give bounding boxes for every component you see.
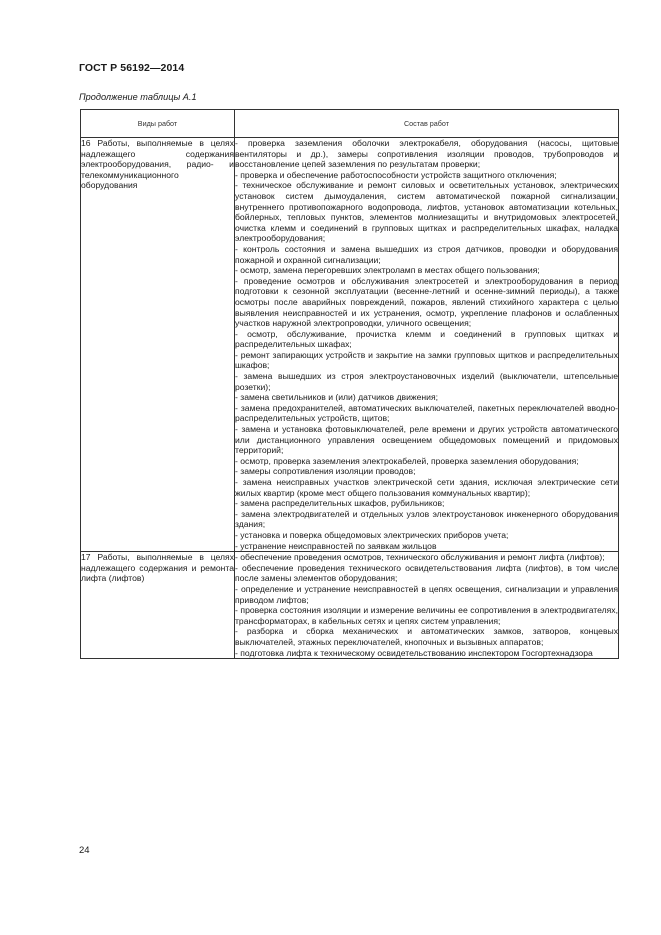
list-item: - подготовка лифта к техническому освидетельствованию инспектором Госгортехнадзора [235, 647, 593, 658]
column-header-work-types: Виды работ [81, 110, 235, 138]
list-item: - осмотр, замена перегоревших электроламп в местах общего пользования; [235, 265, 540, 276]
list-item: - замена неисправных участков электрической сети здания, исключая электрические сети жилых квартир (кроме мест общего пользования коммунальных квартир); [235, 477, 618, 498]
column-header-work-composition: Состав работ [235, 110, 619, 138]
list-item: - установка и поверка общедомовых электрических приборов учета; [235, 529, 509, 540]
list-item: - проверка заземления оболочки электрокабеля, оборудования (насосы, щитовые вентиляторы и др.), замеры сопротивления изоляции проводов, трубопроводов и восстановление цепей заземления по результатам проверки; [235, 138, 618, 170]
table-row-16 [81, 138, 619, 552]
list-item: - обеспечение проведения технического освидетельствования лифта (лифтов), в том числе после замены элементов оборудования; [235, 562, 618, 584]
work-type-cell: 16 Работы, выполняемые в целях надлежащего содержания электрооборудования, радио- и телекоммуникационного оборудования [81, 138, 235, 552]
list-item: - обеспечение проведения осмотров, технического обслуживания и ремонт лифта (лифтов); [235, 552, 605, 563]
table-caption: Продолжение таблицы А.1 [79, 92, 197, 102]
work-composition-cell [235, 552, 619, 659]
list-item: - техническое обслуживание и ремонт силовых и осветительных установок, электрических установок систем дымоудаления, систем автоматической пожарной сигнализации, внутреннего противопожарного водопровода, лифтов, установок автоматизации котельных, бойлерных, тепловых пунктов, элементов молниезащиты и внутридомовых электросетей, очистка клемм и соединений в групповых щитках и распределительных шкафах, наладка электрооборудования; [235, 180, 618, 244]
list-item: - определение и устранение неисправностей в цепях освещения, сигнализации и управления приводом лифтов; [235, 583, 618, 605]
work-composition-cell [235, 138, 619, 552]
work-type-cell: 17 Работы, выполняемые в целях надлежащего содержания и ремонта лифта (лифтов) [81, 552, 235, 659]
list-item: - проверка и обеспечение работоспособности устройств защитного отключения; [235, 169, 557, 180]
document-header: ГОСТ Р 56192—2014 [79, 62, 185, 74]
list-item: - устранение неисправностей по заявкам жильцов [235, 540, 437, 551]
list-item: - осмотр, обслуживание, прочистка клемм и соединений в групповых щитках и распределительных шкафах; [235, 328, 618, 350]
list-item: - разборка и сборка механических и автоматических замков, затворов, концевых выключателей, этажных переключателей, кнопочных и вызывных аппаратов; [235, 626, 618, 647]
list-item: - замена распределительных шкафов, рубильников; [235, 498, 445, 509]
list-item: - замеры сопротивления изоляции проводов; [235, 466, 416, 477]
list-item: - проведение осмотров и обслуживания электросетей и электрооборудования в период подготовки к сезонной эксплуатации (весенне-летний и осенне-зимний периоды), а также осмотры после аварийных повреждений, пожаров, явлений стихийного характера с целью выявления неисправностей и их устранения, осмотр, укрепление плафонов и ослабленных участков наружной электропроводки, уличного освещения; [235, 275, 618, 329]
list-item: - замена светильников и (или) датчиков движения; [235, 392, 439, 403]
list-item: - проверка состояния изоляции и измерение величины ее сопротивления в электродвигателях, трансформаторах, в кабельных сетях и цепях систем управления; [235, 605, 618, 626]
list-item: - замена предохранителей, автоматических выключателей, пакетных переключателей вводно-распределительных устройств, щитов; [235, 402, 618, 424]
list-item: - замена и установка фотовыключателей, реле времени и других устройств автоматического или дистанционного управления освещением общедомовых помещений и придомовых территорий; [235, 424, 618, 456]
page-number: 24 [79, 845, 90, 856]
list-item: - осмотр, проверка заземления электрокабелей, проверка заземления оборудования; [235, 455, 579, 466]
list-item: - замена вышедших из строя электроустановочных изделий (выключатели, штепсельные розетки); [235, 371, 618, 392]
table-row-17 [81, 552, 619, 659]
table-header-row [81, 110, 619, 138]
list-item: - контроль состояния и замена вышедших из строя датчиков, проводки и оборудования пожарной и охранной сигнализации; [235, 243, 618, 265]
list-item: - ремонт запирающих устройств и закрытие на замки групповых щитков и распределительных шкафов; [235, 349, 618, 371]
works-table [80, 109, 619, 659]
list-item: - замена электродвигателей и отдельных узлов электроустановок инженерного оборудования здания; [235, 508, 618, 530]
